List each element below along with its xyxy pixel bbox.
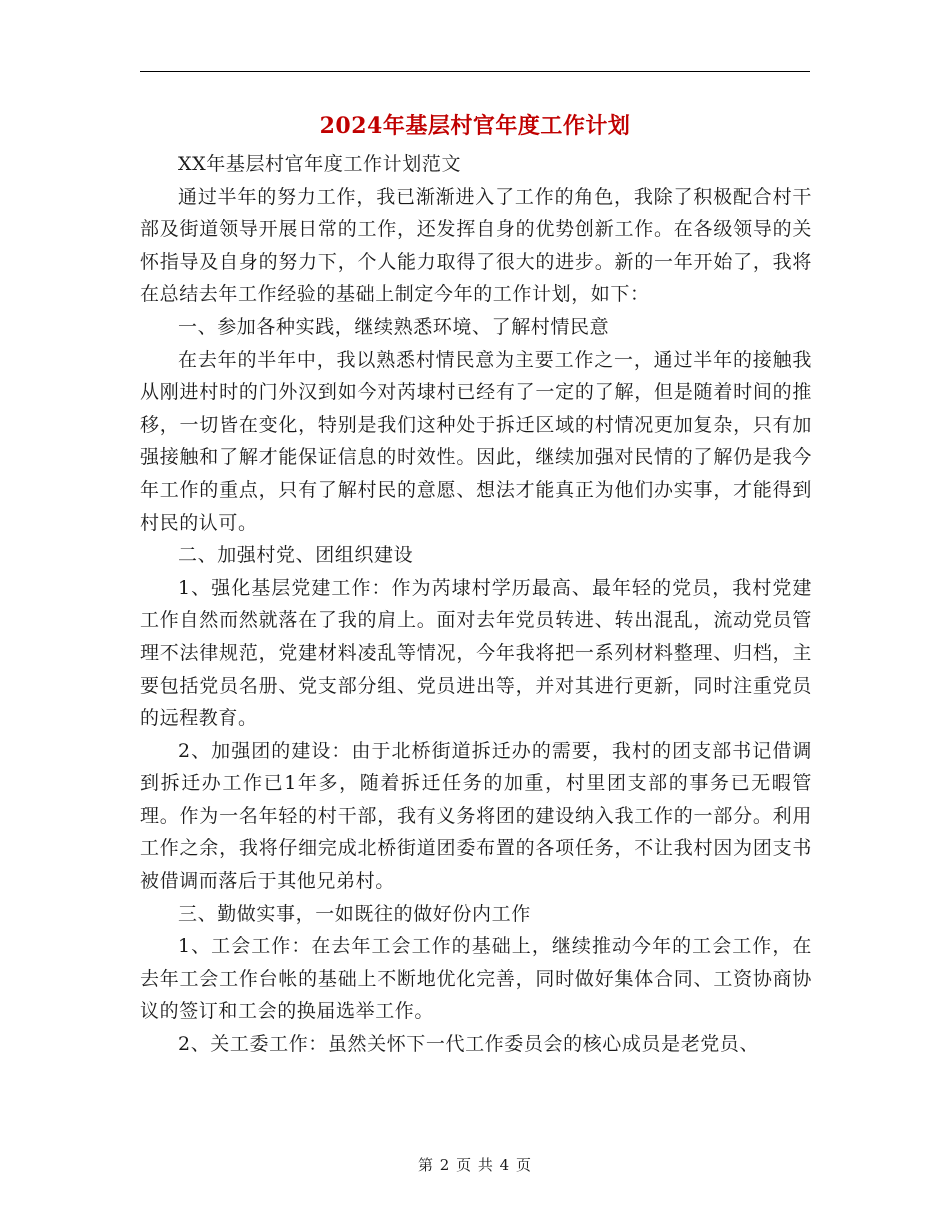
section-2-item-2: 2、加强团的建设：由于北桥街道拆迁办的需要，我村的团支部书记借调到拆迁办工作已1年多，随着拆迁任务的加重，村里团支部的事务已无暇管理。作为一名年轻的村干部，我有义务将团的建设纳入我工作的一部分。利用工作之余，我将仔细完成北桥街道团委布置的各项任务，不让我村因为团支书被借调而落后于其他兄弟村。 (140, 739, 812, 893)
section-2-item-1: 1、强化基层党建工作：作为芮埭村学历最高、最年轻的党员，我村党建工作自然而然就落在了我的肩上。面对去年党员转进、转出混乱，流动党员管理不法律规范，党建材料凌乱等情况，今年我将把一系列材料整理、归档，主要包括党员名册、党支部分组、党员进出等，并对其进行更新，同时注重党员的远程教育。 (140, 576, 812, 730)
document-title: 2024年基层村官年度工作计划 (319, 113, 631, 139)
section-heading-1: 一、参加各种实践，继续熟悉环境、了解村情民意 (178, 315, 610, 338)
intro-paragraph: 通过半年的努力工作，我已渐渐进入了工作的角色，我除了积极配合村干部及街道领导开展日常的工作，还发挥自身的优势创新工作。在各级领导的关怀指导及自身的努力下，个人能力取得了很大的进步。新的一年开始了，我将在总结去年工作经验的基础上制定今年的工作计划，如下： (140, 185, 812, 306)
page-number-footer: 第 2 页 共 4 页 (418, 1156, 532, 1174)
subtitle-paragraph: XX年基层村官年度工作计划范文 (178, 153, 462, 175)
section-1-paragraph: 在去年的半年中，我以熟悉村情民意为主要工作之一，通过半年的接触我从刚进村时的门外汉到如今对芮埭村已经有了一定的了解，但是随着时间的推移，一切皆在变化，特别是我们这种处于拆迁区域的村情况更加复杂，只有加强接触和了解才能保证信息的时效性。因此，继续加强对民情的了解仍是我今年工作的重点，只有了解村民的意愿、想法才能真正为他们办实事，才能得到村民的认可。 (140, 348, 812, 534)
header-rule (140, 71, 810, 72)
document-body (140, 148, 812, 1061)
section-3-item-1: 1、工会工作：在去年工会工作的基础上，继续推动今年的工会工作，在去年工会工作台帐的基础上不断地优化完善，同时做好集体合同、工资协商协议的签订和工会的换届选举工作。 (140, 935, 812, 1023)
section-heading-3: 三、勤做实事，一如既往的做好份内工作 (178, 902, 531, 925)
section-heading-2: 二、加强村党、团组织建设 (178, 544, 414, 567)
section-3-item-2: 2、关工委工作：虽然关怀下一代工作委员会的核心成员是老党员、 (178, 1033, 760, 1056)
